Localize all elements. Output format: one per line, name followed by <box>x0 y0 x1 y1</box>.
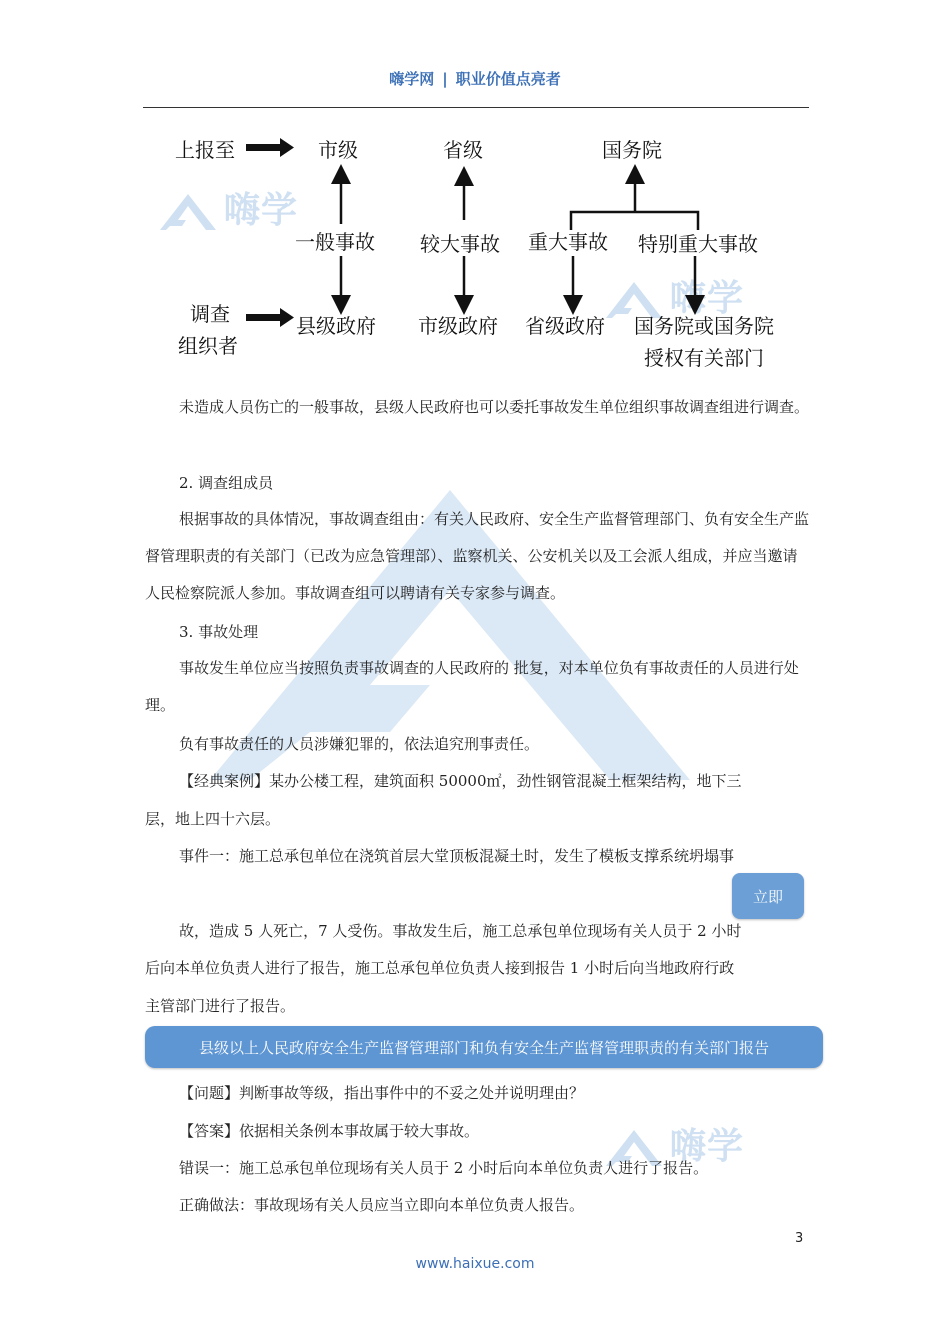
report-to-label: 上报至 <box>175 138 235 162</box>
accident-investigation-diagram <box>150 120 820 380</box>
thick-arrow-report-icon <box>246 138 294 157</box>
header-separator: | <box>442 70 448 88</box>
investigator-label-line2: 组织者 <box>178 334 238 358</box>
event-line-2: 故，造成 5 人死亡，7 人受伤。事故发生后，施工总承包单位现场有关人员于 2 小时 <box>179 922 742 940</box>
thick-arrow-organizer-icon <box>246 308 294 327</box>
section-heading-members: 2. 调查组成员 <box>179 474 274 492</box>
page-number: 3 <box>795 1231 804 1246</box>
organizer-province: 省级政府 <box>525 314 605 338</box>
organizer-state-council: 国务院或国务院 <box>634 314 774 338</box>
page-header <box>0 68 950 89</box>
organizer-county: 县级政府 <box>296 314 376 338</box>
answer-option-banner[interactable]: 县级以上人民政府安全生产监督管理部门和负有安全生产监督管理职责的有关部门报告 <box>145 1026 823 1068</box>
organizer-city: 市级政府 <box>418 314 498 338</box>
watermark-small: 嗨学 <box>604 270 744 321</box>
report-to-province: 省级 <box>443 138 483 162</box>
paragraph-members: 根据事故的具体情况，事故调查组由：有关人民政府、安全生产监督管理部门、负有安全生产监督管理职责的有关部门（已改为应急管理部）、监察机关、公安机关以及工会派人组成，并应当邀请人民检察院派人参加。事故调查组可以聘请有关专家参与调查。 <box>145 510 810 602</box>
immediately-answer-button[interactable]: 立即 <box>732 873 804 919</box>
paragraph-handling: 事故发生单位应当按照负责事故调查的人民政府的 批复，对本单位负有事故责任的人员进行处理。 <box>145 659 799 714</box>
error-one-text: 错误一：施工总承包单位现场有关人员于 2 小时后向本单位负责人进行了报告。 <box>179 1159 709 1177</box>
footer-website-link[interactable]: www.haixue.com <box>415 1256 535 1272</box>
report-to-state-council: 国务院 <box>602 138 662 162</box>
question-text: 【问题】判断事故等级，指出事件中的不妥之处并说明理由？ <box>179 1084 585 1102</box>
organizer-authorized-dept: 授权有关部门 <box>644 346 764 370</box>
section-heading-handling: 3. 事故处理 <box>179 623 259 641</box>
case-line-2: 层，地上四十六层。 <box>145 810 281 828</box>
accident-major: 重大事故 <box>528 230 608 254</box>
event-line-1: 事件一：施工总承包单位在浇筑首层大堂顶板混凝土时，发生了模板支撑系统坍塌事 <box>179 847 735 865</box>
case-line-1: 【经典案例】某办公楼工程，建筑面积 50000㎡，劲性钢管混凝土框架结构，地下三 <box>179 772 742 790</box>
investigator-label-line1: 调查 <box>190 302 230 326</box>
watermark-small: 嗨学 <box>604 1118 744 1169</box>
report-to-city: 市级 <box>318 138 358 162</box>
event-line-3: 后向本单位负责人进行了报告，施工总承包单位负责人接到报告 1 小时后向当地政府行政 <box>145 959 735 977</box>
brand-name: 嗨学网 <box>389 70 435 88</box>
paragraph-criminal: 负有事故责任的人员涉嫌犯罪的，依法追究刑事责任。 <box>179 735 540 753</box>
header-divider <box>143 107 809 108</box>
event-line-4: 主管部门进行了报告。 <box>145 997 296 1015</box>
brand-slogan: 职业价值点亮者 <box>455 70 561 88</box>
accident-general: 一般事故 <box>295 230 375 254</box>
watermark-small: 嗨学 <box>158 182 298 233</box>
accident-larger: 较大事故 <box>420 232 500 256</box>
paragraph-entrust: 未造成人员伤亡的一般事故，县级人民政府也可以委托事故发生单位组织事故调查组进行调查。 <box>179 398 810 416</box>
correct-practice-text: 正确做法：事故现场有关人员应当立即向本单位负责人报告。 <box>179 1196 585 1214</box>
answer-text: 【答案】依据相关条例本事故属于较大事故。 <box>179 1122 480 1140</box>
accident-extra-major: 特别重大事故 <box>638 232 758 256</box>
